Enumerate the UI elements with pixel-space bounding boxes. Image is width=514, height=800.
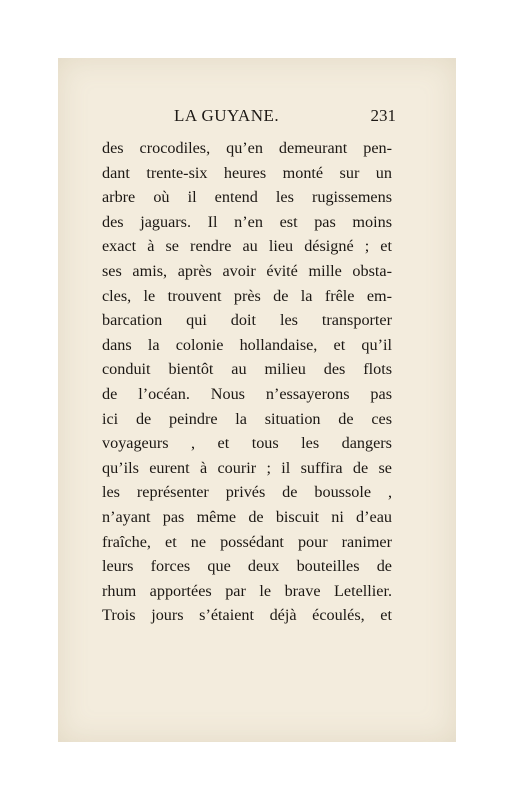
text-line: cles, le trouvent près de la frêle em-: [102, 286, 392, 305]
text-line: de l’océan. Nous n’essayerons pas: [102, 384, 392, 403]
text-line: des jaguars. Il n’en est pas moins: [102, 212, 392, 231]
text-line: conduit bientôt au milieu des flots: [102, 360, 392, 379]
book-page: [58, 58, 456, 742]
text-line: leurs forces que deux bouteilles de: [102, 557, 392, 576]
text-line: ici de peindre la situation de ces: [102, 409, 392, 428]
body-text: [102, 136, 392, 628]
text-line: rhum apportées par le brave Letellier.: [102, 581, 392, 600]
text-line: barcation qui doit les transporter: [102, 311, 392, 330]
text-line: fraîche, et ne possédant pour ranimer: [102, 532, 392, 551]
page-header: [58, 106, 456, 130]
text-line: dans la colonie hollandaise, et qu’il: [102, 335, 392, 354]
text-line: les représenter privés de boussole ,: [102, 483, 392, 502]
text-line: des crocodiles, qu’en demeurant pen-: [102, 139, 392, 157]
running-title: LA GUYANE.: [174, 106, 280, 125]
text-line: exact à se rendre au lieu désigné ; et: [102, 237, 392, 256]
text-line: n’ayant pas même de biscuit ni d’eau: [102, 507, 392, 526]
text-line: dant trente-six heures monté sur un: [102, 163, 392, 182]
text-line: qu’ils eurent à courir ; il suffira de se: [102, 458, 392, 477]
text-line: voyageurs , et tous les dangers: [102, 434, 392, 453]
text-line: Trois jours s’étaient déjà écoulés, et: [102, 606, 392, 625]
page-number: 231: [370, 106, 396, 125]
text-line: arbre où il entend les rugissemens: [102, 188, 392, 207]
text-line: ses amis, après avoir évité mille obsta-: [102, 261, 392, 280]
